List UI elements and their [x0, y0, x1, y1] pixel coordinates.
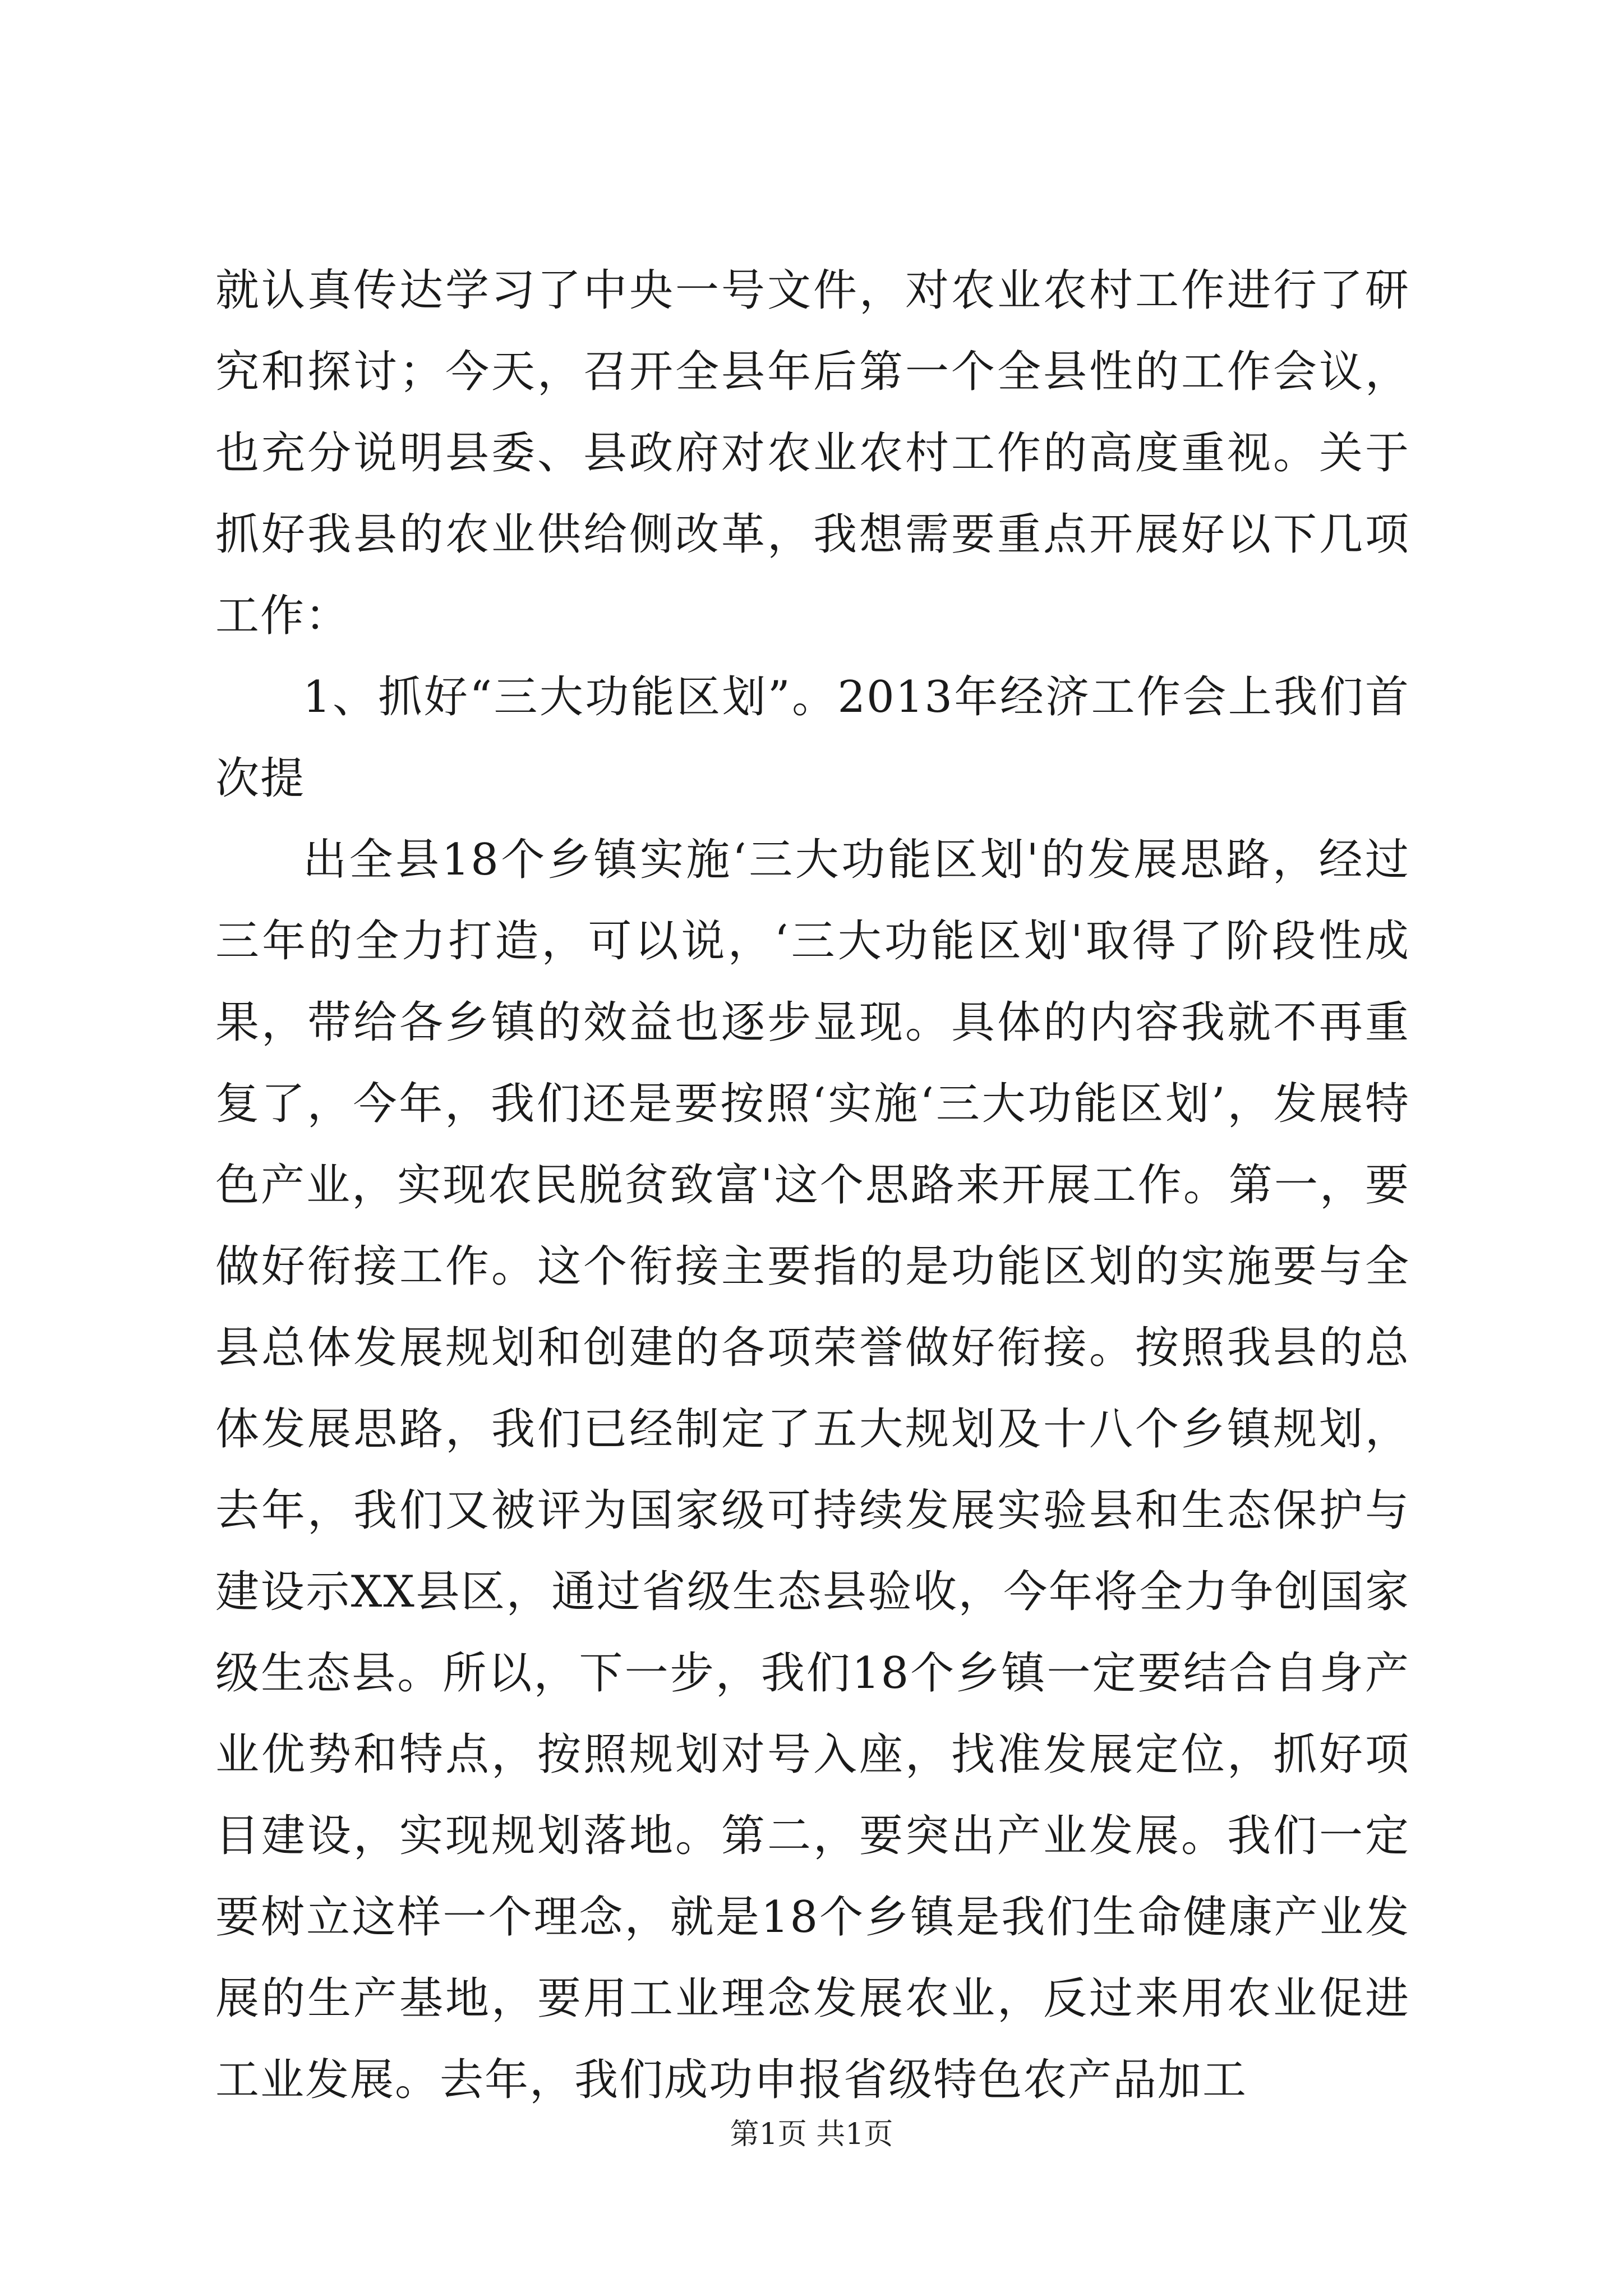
paragraph-2: 1、抓好“三大功能区划”。2013年经济工作会上我们首次提 — [215, 672, 1410, 804]
document-body — [215, 250, 1410, 2121]
paragraph-1: 就认真传达学习了中央一号文件，对农业农村工作进行了研究和探讨；今天，召开全县年后第一个全县性的工作会议，也充分说明县委、县政府对农业农村工作的高度重视。关于抓好我县的农业供给侧改革，我想需要重点开展好以下几项工作： — [215, 265, 1410, 641]
page-number-footer: 第1页 共1页 — [730, 2118, 893, 2151]
paragraph-3: 出全县18个乡镇实施‘三大功能区划'的发展思路，经过三年的全力打造，可以说，‘三大功能区划'取得了阶段性成果，带给各乡镇的效益也逐步显现。具体的内容我就不再重复了，今年，我们还是要按照‘实施‘三大功能区划’，发展特色产业，实现农民脱贫致富'这个思路来开展工作。第一，要做好衔接工作。这个衔接主要指的是功能区划的实施要与全县总体发展规划和创建的各项荣誉做好衔接。按照我县的总体发展思路，我们已经制定了五大规划及十八个乡镇规划，去年，我们又被评为国家级可持续发展实验县和生态保护与建设示XX县区，通过省级生态县验收，今年将全力争创国家级生态县。所以，下一步，我们18个乡镇一定要结合自身产业优势和特点，按照规划对号入座，找准发展定位，抓好项目建设，实现规划落地。第二，要突出产业发展。我们一定要树立这样一个理念，就是18个乡镇是我们生命健康产业发展的生产基地，要用工业理念发展农业，反过来用农业促进工业发展。去年，我们成功申报省级特色农产品加工 — [215, 835, 1410, 2105]
